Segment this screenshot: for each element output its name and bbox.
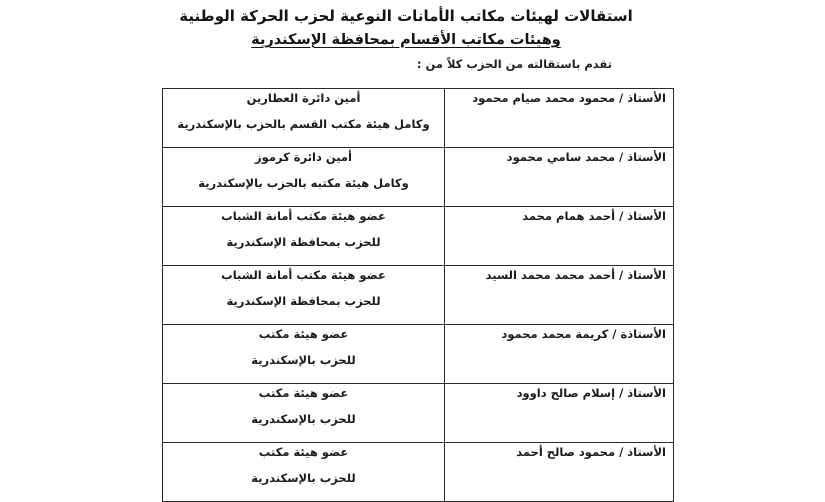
intro-text: تقدم باستقالته من الحزب كلاً من :	[416, 57, 612, 71]
table-row	[163, 89, 674, 148]
document-title-line2: وهيئات مكاتب الأقسام بمحافظة الإسكندرية	[251, 32, 561, 48]
position-cell	[163, 443, 445, 502]
table-row	[163, 443, 674, 502]
position-cell	[163, 266, 445, 325]
resignations-table-body	[163, 89, 674, 502]
table-row	[163, 207, 674, 266]
position-line1: عضو هيئة مكتب أمانة الشباب	[221, 268, 386, 282]
table-row	[163, 266, 674, 325]
table-row	[163, 148, 674, 207]
position-line1: أمين دائرة كرموز	[254, 150, 352, 164]
position-line2: للحزب بالإسكندرية	[251, 471, 356, 485]
position-line1: عضو هيئة مكتب	[258, 327, 349, 341]
position-line1: أمين دائرة العطارين	[246, 91, 361, 105]
position-line2: للحزب بمحافظة الإسكندرية	[226, 294, 381, 308]
position-cell	[163, 89, 445, 148]
position-line1: عضو هيئة مكتب أمانة الشباب	[221, 209, 386, 223]
name-cell: الأستاذ / محمود صالح أحمد	[445, 443, 674, 502]
document-title	[0, 7, 812, 48]
document-title-line1: استقالات لهيئات مكاتب الأمانات النوعية لحزب الحركة الوطنية	[179, 7, 633, 25]
position-line2: للحزب بالإسكندرية	[251, 353, 356, 367]
position-line2: وكامل هيئة مكتب القسم بالحزب بالإسكندرية	[177, 117, 430, 131]
name-cell: الأستاذ / محمود محمد صيام محمود	[445, 89, 674, 148]
name-cell: الأستاذ / محمد سامي محمود	[445, 148, 674, 207]
table-row	[163, 384, 674, 443]
name-cell: الأستاذ / أحمد محمد محمد السيد	[445, 266, 674, 325]
position-line1: عضو هيئة مكتب	[258, 445, 349, 459]
name-cell: الأستاذة / كريمة محمد محمود	[445, 325, 674, 384]
position-cell	[163, 207, 445, 266]
table-row	[163, 325, 674, 384]
position-cell	[163, 325, 445, 384]
position-line2: للحزب بالإسكندرية	[251, 412, 356, 426]
position-cell	[163, 148, 445, 207]
position-line1: عضو هيئة مكتب	[258, 386, 349, 400]
position-cell	[163, 384, 445, 443]
position-line2: للحزب بمحافظة الإسكندرية	[226, 235, 381, 249]
name-cell: الأستاذ / إسلام صالح داوود	[445, 384, 674, 443]
name-cell: الأستاذ / أحمد همام محمد	[445, 207, 674, 266]
resignations-table	[162, 88, 674, 502]
position-line2: وكامل هيئة مكتبه بالحزب بالإسكندرية	[198, 176, 409, 190]
